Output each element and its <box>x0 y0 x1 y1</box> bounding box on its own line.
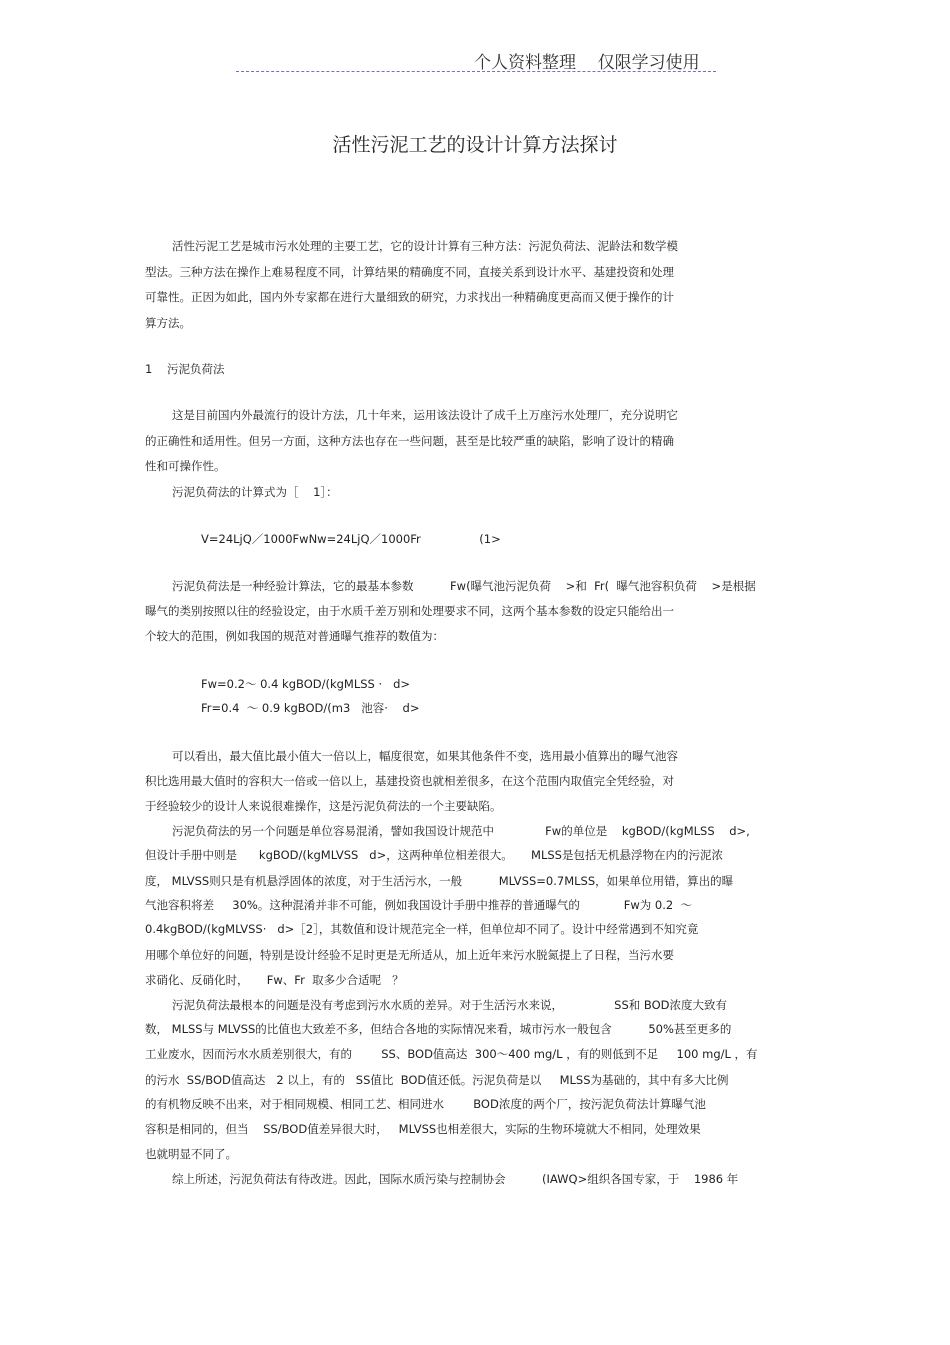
text-line: 可以看出，最大值比最小值大一倍以上，幅度很宽，如果其他条件不变，选用最小值算出的曝气池容 <box>172 749 678 763</box>
text-line: 曝气的类别按照以往的经验设定，由于水质千差万别和处理要求不同，这两个基本参数的设定只能给出一 <box>145 604 674 618</box>
text-line: 但设计手册中则是 kgBOD/(kgMLVSS d>，这两种单位相差很大。 MLSS是包括无机悬浮物在内的污泥浓 <box>145 848 723 862</box>
text-line: 性和可操作性。 <box>145 459 226 473</box>
page-header: 个人资料整理 仅限学习使用 <box>474 53 700 73</box>
text-line: 污泥负荷法的计算式为［ 1］： <box>172 485 338 499</box>
document-title: 活性污泥工艺的设计计算方法探讨 <box>332 134 618 156</box>
text-line: 度， MLVSS则只是有机悬浮固体的浓度，对于生活污水，一般 MLVSS=0.7MLSS，如果单位用错，算出的曝 <box>145 874 734 888</box>
text-line: 求硝化、反硝化时， Fw、Fr 取多少合适呢 ？ <box>145 973 404 987</box>
section-heading: 1 污泥负荷法 <box>145 362 225 376</box>
text-line: 的正确性和适用性。但另一方面，这种方法也存在一些问题，甚至是比较严重的缺陷，影响了设计的精确 <box>145 434 674 448</box>
text-line: 的有机物反映不出来，对于相同规模、相同工艺、相同进水 BOD浓度的两个厂，按污泥负荷法计算曝气池 <box>145 1097 706 1111</box>
text-line: 积比选用最大值时的容积大一倍或一倍以上，基建投资也就相差很多，在这个范围内取值完全凭经验，对 <box>145 774 674 788</box>
text-line: 这是目前国内外最流行的设计方法，几十年来，运用该法设计了成千上万座污水处理厂，充分说明它 <box>172 408 678 422</box>
text-line: 的污水 SS/BOD值高达 2 以上，有的 SS值比 BOD值还低。污泥负荷是以 MLSS为基础的，其中有多大比例 <box>145 1073 729 1087</box>
text-line: 污泥负荷法是一种经验计算法，它的最基本参数 Fw(曝气池污泥负荷 >和 Fr( 曝气池容积负荷 >是根据 <box>172 579 756 593</box>
text-line: 工业废水，因而污水水质差别很大，有的 SS、BOD值高达 300～400 mg/L ，有的则低到不足 100 mg/L ，有 <box>145 1047 758 1061</box>
text-line: 个较大的范围，例如我国的规范对普通曝气推荐的数值为： <box>145 629 444 643</box>
text-line: 0.4kgBOD/(kgMLVSS· d>［2］，其数值和设计规范完全一样，但单位却不同了。设计中经常遇到不知究竟 <box>145 922 699 936</box>
text-line: 算方法。 <box>145 316 191 330</box>
text-line: 于经验较少的设计人来说很难操作，这是污泥负荷法的一个主要缺陷。 <box>145 799 502 813</box>
text-line: 型法。三种方法在操作上难易程度不同，计算结果的精确度不同，直接关系到设计水平、基建投资和处理 <box>145 265 674 279</box>
text-line: 污泥负荷法最根本的问题是没有考虑到污水水质的差异。对于生活污水来说， SS和 BOD浓度大致有 <box>172 998 728 1012</box>
text-line: 活性污泥工艺是城市污水处理的主要工艺，它的设计计算有三种方法：污泥负荷法、泥龄法和数学模 <box>172 239 678 253</box>
text-line: 容积是相同的，但当 SS/BOD值差异很大时， MLVSS也相差很大，实际的生物环境就大不相同，处理效果 <box>145 1122 701 1136</box>
text-line: 用哪个单位好的问题，特别是设计经验不足时更是无所适从，加上近年来污水脱氮提上了日程，当污水要 <box>145 948 674 962</box>
header-divider <box>236 71 716 72</box>
text-line: 综上所述，污泥负荷法有待改进。因此，国际水质污染与控制协会 (IAWQ>组织各国专家，于 1986 年 <box>172 1172 739 1186</box>
text-line: 气池容积将差 30%。这种混淆并非不可能，例如我国设计手册中推荐的普通曝气的 Fw为 0.2 ～ <box>145 898 692 912</box>
text-line: 数， MLSS与 MLVSS的比值也大致差不多，但结合各地的实际情况来看，城市污水一般包含 50%甚至更多的 <box>145 1022 732 1036</box>
formula: V=24LjQ／1000FwNw=24LjQ／1000Fr (1> <box>201 532 501 546</box>
text-line: 污泥负荷法的另一个问题是单位容易混淆，譬如我国设计规范中 Fw的单位是 kgBOD/(kgMLSS d>, <box>172 824 750 838</box>
text-line: 可靠性。正因为如此，国内外专家都在进行大量细致的研究，力求找出一种精确度更高而又便于操作的计 <box>145 290 674 304</box>
formula: Fw=0.2～ 0.4 kgBOD/(kgMLSS · d> <box>201 677 411 691</box>
text-line: 也就明显不同了。 <box>145 1147 237 1161</box>
formula: Fr=0.4 ～ 0.9 kgBOD/(m3 池容· d> <box>201 701 420 715</box>
